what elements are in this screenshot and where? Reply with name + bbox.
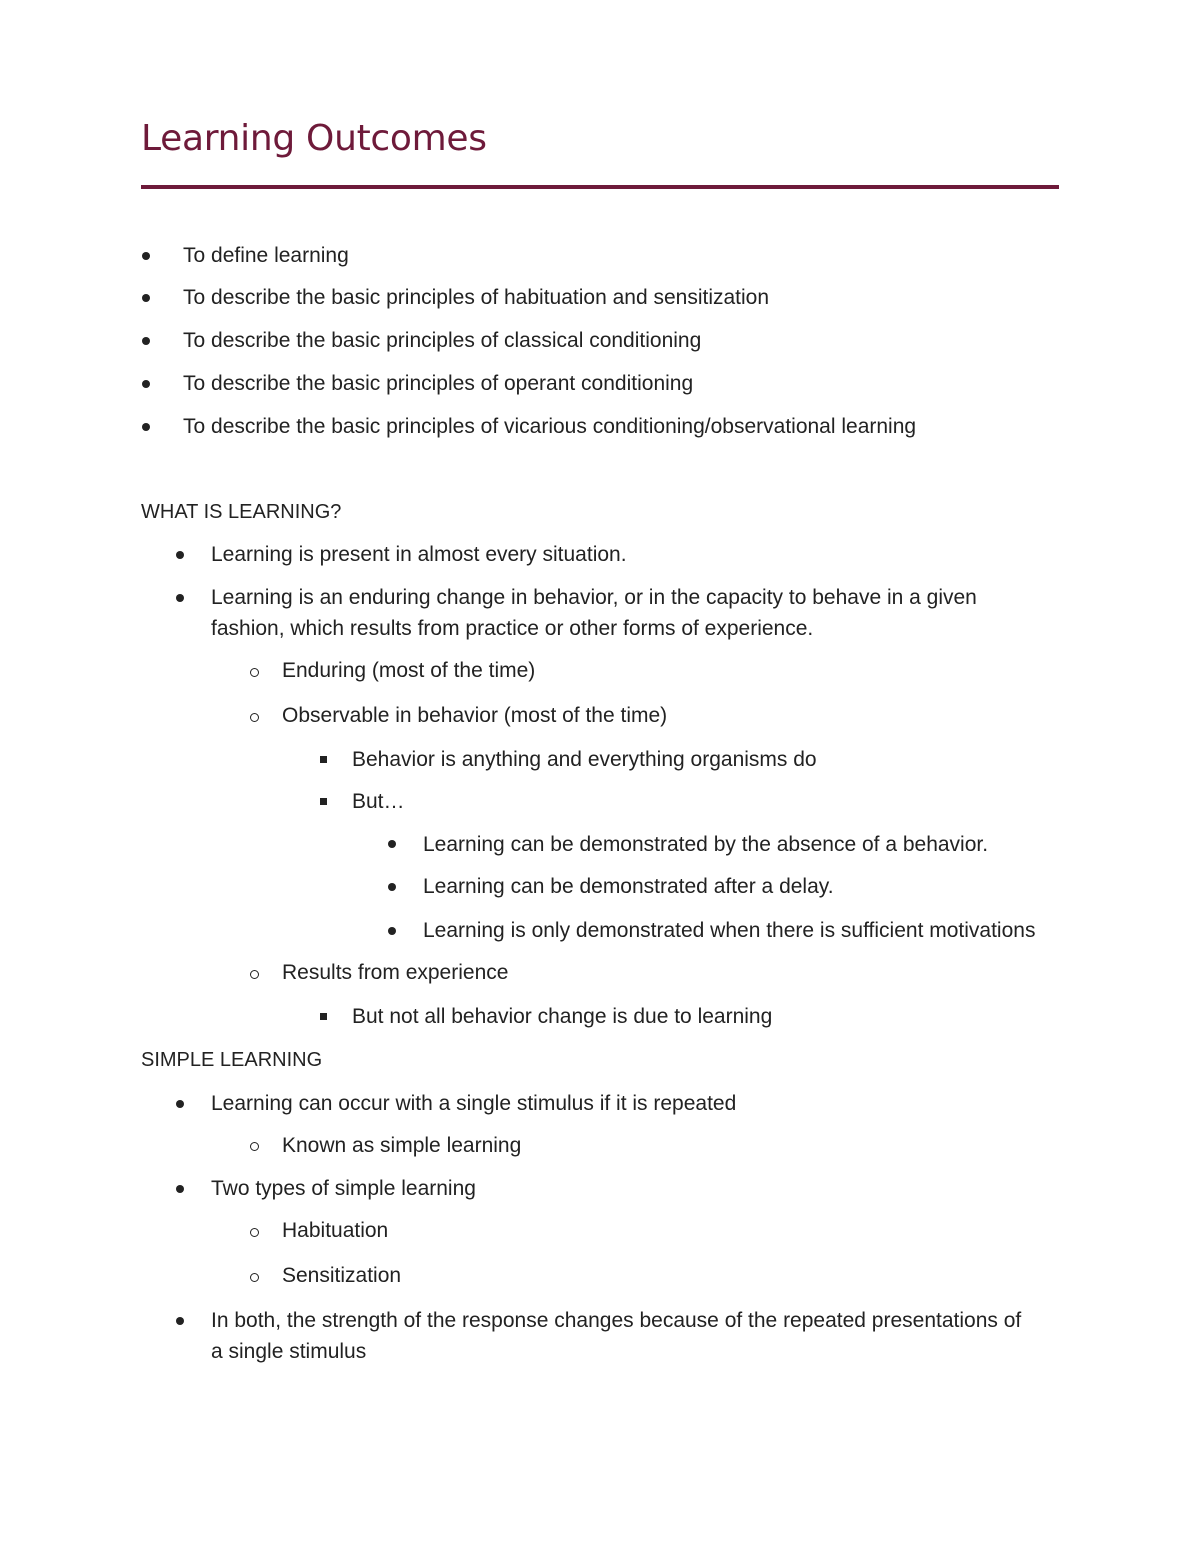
list-item: Learning is an enduring change in behavior, or in the capacity to behave in a given bbox=[211, 586, 977, 609]
bullet-circle bbox=[250, 1228, 259, 1237]
list-item: Learning can occur with a single stimulus if it is repeated bbox=[211, 1092, 737, 1115]
bullet-circle bbox=[250, 713, 259, 722]
page-title: Learning Outcomes bbox=[141, 118, 487, 159]
section-heading-what-is-learning: WHAT IS LEARNING? bbox=[141, 501, 342, 523]
bullet-dot bbox=[142, 380, 150, 388]
outcome-item: To describe the basic principles of vicarious conditioning/observational learning bbox=[183, 415, 917, 438]
sub-item: Results from experience bbox=[282, 961, 509, 984]
sub-sub-item: But… bbox=[352, 790, 405, 813]
sub-item: Observable in behavior (most of the time) bbox=[282, 704, 668, 727]
section-heading-simple-learning: SIMPLE LEARNING bbox=[141, 1049, 323, 1071]
title-underline bbox=[141, 185, 1059, 189]
nested-item: Learning can be demonstrated after a delay. bbox=[423, 875, 834, 898]
bullet-dot bbox=[388, 883, 396, 891]
sub-item: Habituation bbox=[282, 1219, 389, 1242]
sub-sub-item: Behavior is anything and everything organisms do bbox=[352, 748, 817, 771]
bullet-dot bbox=[176, 551, 184, 559]
bullet-circle bbox=[250, 1142, 259, 1151]
bullet-dot bbox=[176, 1317, 184, 1325]
bullet-dot bbox=[142, 337, 150, 345]
outcome-item: To describe the basic principles of habituation and sensitization bbox=[183, 286, 770, 309]
bullet-dot bbox=[176, 1100, 184, 1108]
bullet-dot bbox=[388, 840, 396, 848]
sub-item: Known as simple learning bbox=[282, 1134, 522, 1157]
bullet-dot bbox=[142, 423, 150, 431]
sub-sub-item: But not all behavior change is due to learning bbox=[352, 1005, 773, 1028]
nested-item: Learning can be demonstrated by the absence of a behavior. bbox=[423, 833, 989, 856]
bullet-circle bbox=[250, 970, 259, 979]
bullet-dot bbox=[142, 294, 150, 302]
outcome-item: To describe the basic principles of operant conditioning bbox=[183, 372, 694, 395]
sub-item: Sensitization bbox=[282, 1264, 402, 1287]
bullet-square bbox=[320, 1013, 327, 1020]
outcome-item: To describe the basic principles of classical conditioning bbox=[183, 329, 702, 352]
list-item: Two types of simple learning bbox=[211, 1177, 476, 1200]
list-item-continuation: fashion, which results from practice or other forms of experience. bbox=[211, 617, 814, 640]
bullet-dot bbox=[388, 927, 396, 935]
sub-item: Enduring (most of the time) bbox=[282, 659, 536, 682]
bullet-circle bbox=[250, 1273, 259, 1282]
bullet-square bbox=[320, 756, 327, 763]
bullet-dot bbox=[142, 252, 150, 260]
list-item-continuation: a single stimulus bbox=[211, 1340, 367, 1363]
nested-item: Learning is only demonstrated when there is sufficient motivations bbox=[423, 919, 1036, 942]
bullet-dot bbox=[176, 1185, 184, 1193]
bullet-square bbox=[320, 798, 327, 805]
bullet-dot bbox=[176, 594, 184, 602]
list-item: In both, the strength of the response changes because of the repeated presentations of bbox=[211, 1309, 1022, 1332]
outcome-item: To define learning bbox=[183, 244, 349, 267]
list-item: Learning is present in almost every situation. bbox=[211, 543, 627, 566]
bullet-circle bbox=[250, 668, 259, 677]
